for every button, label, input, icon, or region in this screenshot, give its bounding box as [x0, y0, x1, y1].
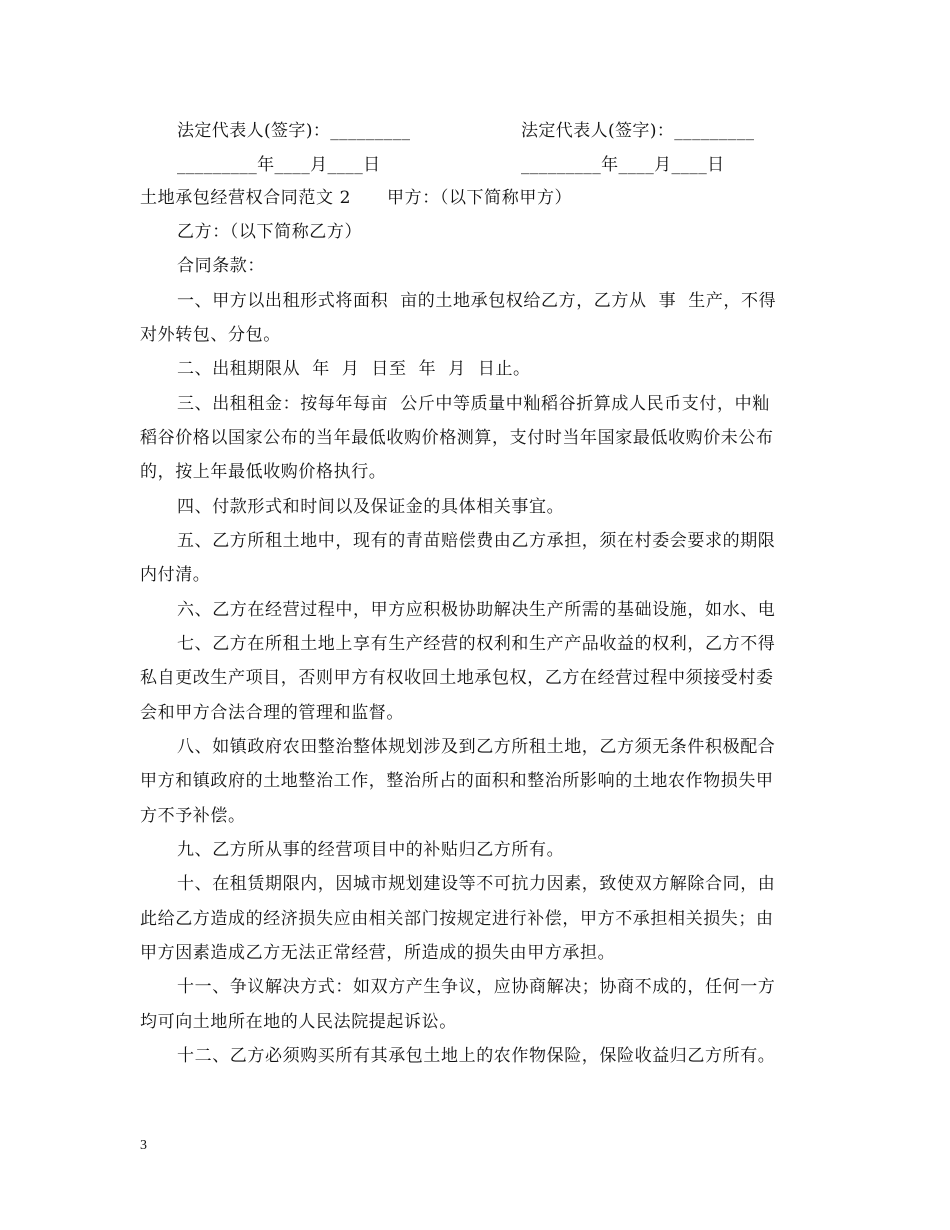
- clause-6: 六、乙方在经营过程中，甲方应积极协助解决生产所需的基础设施，如水、电: [177, 600, 776, 620]
- clause-5-line-1: 五、乙方所租土地中，现有的青苗赔偿费由乙方承担，须在村委会要求的期限: [177, 531, 776, 551]
- clause-1-line-1: 一、甲方以出租形式将面积 亩的土地承包权给乙方，乙方从 事 生产，不得: [177, 291, 777, 311]
- party-b-line: 乙方：（以下简称乙方）: [177, 222, 363, 242]
- clause-8-line-1: 八、如镇政府农田整治整体规划涉及到乙方所租土地，乙方须无条件积极配合: [177, 737, 776, 757]
- clause-3-line-3: 的，按上年最低收购价格执行。: [140, 462, 387, 482]
- clause-7-line-2: 私自更改生产项目，否则甲方有权收回土地承包权，乙方在经营过程中须接受村委: [140, 668, 774, 688]
- contract-title-line: 土地承包经营权合同范文 2 甲方：（以下简称甲方）: [140, 188, 573, 208]
- right-legal-rep-signature: 法定代表人(签字)：_________: [521, 121, 755, 141]
- clause-5-line-2: 内付清。: [140, 565, 211, 585]
- clause-10-line-1: 十、在租赁期限内，因城市规划建设等不可抗力因素，致使双方解除合同，由: [177, 874, 776, 894]
- clause-10-line-2: 此给乙方造成的经济损失应由相关部门按规定进行补偿，甲方不承担相关损失；由: [140, 909, 774, 929]
- clause-12: 十二、乙方必须购买所有其承包土地上的农作物保险，保险收益归乙方所有。: [177, 1046, 776, 1066]
- clause-1-line-2: 对外转包、分包。: [140, 325, 281, 345]
- page-number: 3: [140, 1138, 147, 1153]
- left-date-line: _________年____月____日: [177, 155, 381, 175]
- clause-2: 二、出租期限从 年 月 日至 年 月 日止。: [177, 359, 531, 379]
- clause-11-line-2: 均可向土地所在地的人民法院提起诉讼。: [140, 1012, 457, 1032]
- clause-4: 四、付款形式和时间以及保证金的具体相关事宜。: [177, 497, 565, 517]
- right-date-line: _________年____月____日: [521, 155, 725, 175]
- clauses-heading: 合同条款：: [177, 256, 265, 276]
- clause-8-line-3: 方不予补偿。: [140, 806, 246, 826]
- left-legal-rep-signature: 法定代表人(签字)：_________: [177, 121, 411, 141]
- clause-9: 九、乙方所从事的经营项目中的补贴归乙方所有。: [177, 840, 565, 860]
- clause-3-line-2: 稻谷价格以国家公布的当年最低收购价格测算，支付时当年国家最低收购价未公布: [140, 428, 774, 448]
- clause-11-line-1: 十一、争议解决方式：如双方产生争议，应协商解决；协商不成的，任何一方: [177, 977, 776, 997]
- clause-7-line-3: 会和甲方合法合理的管理和监督。: [140, 703, 404, 723]
- clause-7-line-1: 七、乙方在所租土地上享有生产经营的权利和生产产品收益的权利，乙方不得: [177, 634, 776, 654]
- clause-8-line-2: 甲方和镇政府的土地整治工作，整治所占的面积和整治所影响的土地农作物损失甲: [140, 771, 774, 791]
- clause-10-line-3: 甲方因素造成乙方无法正常经营，所造成的损失由甲方承担。: [140, 943, 616, 963]
- clause-3-line-1: 三、出租租金：按每年每亩 公斤中等质量中籼稻谷折算成人民币支付，中籼: [177, 394, 770, 414]
